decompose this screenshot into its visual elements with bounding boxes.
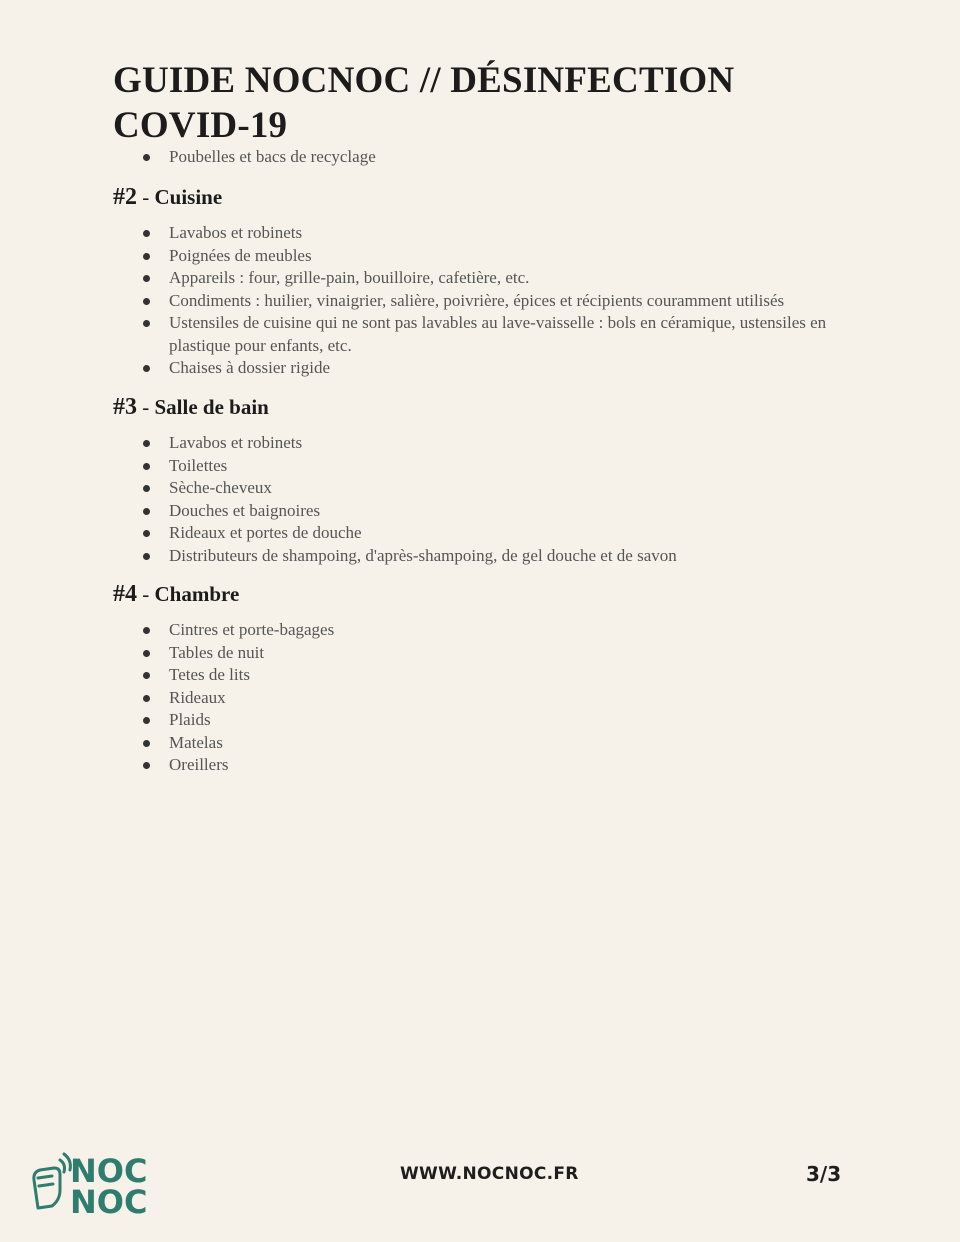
footer-url[interactable]: WWW.NOCNOC.FR xyxy=(400,1164,579,1184)
bullet-dot-icon xyxy=(143,485,150,492)
bullet-dot-icon xyxy=(143,365,150,372)
section-cuisine xyxy=(113,184,853,380)
list-item: Plaids xyxy=(113,709,853,732)
bullet-dot-icon xyxy=(143,695,150,702)
section-salle-de-bain xyxy=(113,394,853,567)
bullet-dot-icon xyxy=(143,530,150,537)
intro-list-block xyxy=(113,146,853,169)
bullet-dot-icon xyxy=(143,230,150,237)
bullet-dot-icon xyxy=(143,553,150,560)
list-item: Matelas xyxy=(113,732,853,755)
section-list xyxy=(113,619,853,777)
section-chambre xyxy=(113,581,853,777)
list-item: Chaises à dossier rigide xyxy=(113,357,853,380)
bullet-dot-icon xyxy=(143,463,150,470)
list-item: Douches et baignoires xyxy=(113,500,853,523)
list-item: Condiments : huilier, vinaigrier, salière, poivrière, épices et récipients couramment utilisés xyxy=(113,290,853,313)
bullet-dot-icon xyxy=(143,298,150,305)
list-item: Lavabos et robinets xyxy=(113,432,853,455)
intro-list xyxy=(113,146,853,169)
hand-knocking-icon xyxy=(34,1154,71,1208)
list-item: Cintres et porte-bagages xyxy=(113,619,853,642)
list-item: Toilettes xyxy=(113,455,853,478)
bullet-dot-icon xyxy=(143,508,150,515)
bullet-dot-icon xyxy=(143,650,150,657)
list-item: Poubelles et bacs de recyclage xyxy=(113,146,853,169)
section-heading: #4 - Chambre xyxy=(113,581,240,607)
bullet-dot-icon xyxy=(143,154,150,161)
list-item: Tables de nuit xyxy=(113,642,853,665)
section-list xyxy=(113,222,853,380)
page-title: GUIDE NOCNOC // DÉSINFECTION COVID-19 xyxy=(113,60,735,146)
bullet-dot-icon xyxy=(143,672,150,679)
section-heading: #3 - Salle de bain xyxy=(113,394,269,420)
list-item: Poignées de meubles xyxy=(113,245,853,268)
section-heading: #2 - Cuisine xyxy=(113,184,223,210)
section-list xyxy=(113,432,853,567)
list-item: Appareils : four, grille-pain, bouilloire, cafetière, etc. xyxy=(113,267,853,290)
logo-text-line-1: NOC xyxy=(70,1152,148,1190)
logo-text-line-2: NOC xyxy=(70,1183,148,1216)
list-item: Rideaux xyxy=(113,687,853,710)
bullet-dot-icon xyxy=(143,440,150,447)
list-item: Lavabos et robinets xyxy=(113,222,853,245)
list-item: Oreillers xyxy=(113,754,853,777)
bullet-dot-icon xyxy=(143,740,150,747)
bullet-dot-icon xyxy=(143,627,150,634)
bullet-dot-icon xyxy=(143,253,150,260)
bullet-dot-icon xyxy=(143,717,150,724)
list-item: Tetes de lits xyxy=(113,664,853,687)
list-item: Rideaux et portes de douche xyxy=(113,522,853,545)
nocnoc-logo xyxy=(26,1150,150,1216)
page-number: 3/3 xyxy=(806,1162,842,1186)
bullet-dot-icon xyxy=(143,320,150,327)
bullet-dot-icon xyxy=(143,275,150,282)
list-item: Distributeurs de shampoing, d'après-shampoing, de gel douche et de savon xyxy=(113,545,853,568)
list-item: Sèche-cheveux xyxy=(113,477,853,500)
list-item: Ustensiles de cuisine qui ne sont pas lavables au lave-vaisselle : bols en céramique, ustensiles en plastique pour enfants, etc. xyxy=(113,312,853,357)
bullet-dot-icon xyxy=(143,762,150,769)
